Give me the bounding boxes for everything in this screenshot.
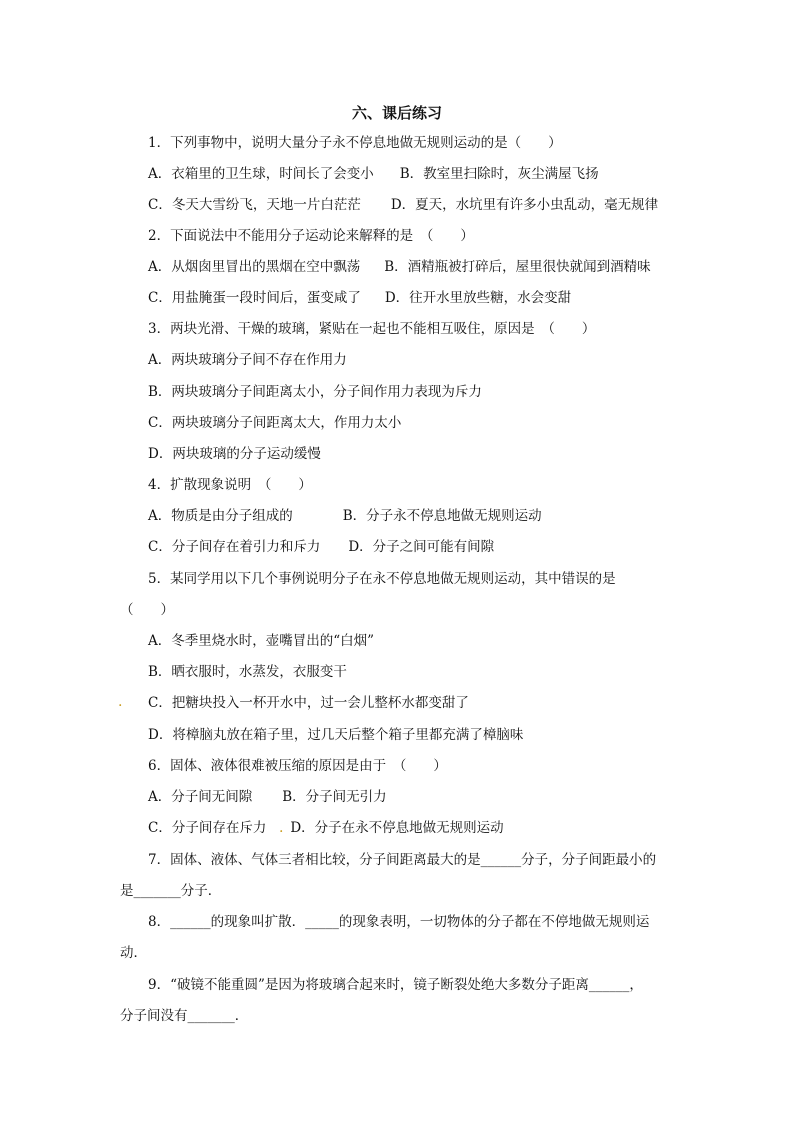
stray-mark: . bbox=[279, 820, 284, 836]
option-a: A．分子间无间隙 bbox=[148, 789, 253, 805]
question-4: 4．扩散现象说明 （ ） bbox=[148, 477, 312, 493]
option-b: B．分子间无引力 bbox=[282, 789, 387, 805]
option-d: D．分子在永不停息地做无规则运动 bbox=[290, 820, 504, 836]
option-a: A．从烟囱里冒出的黑烟在空中飘荡 bbox=[148, 259, 361, 275]
question-6-options-ab bbox=[148, 787, 387, 807]
question-2-options-ab bbox=[148, 257, 651, 277]
question-1-options-cd bbox=[148, 195, 658, 215]
option-b: B．教室里扫除时，灰尘满屋飞扬 bbox=[399, 166, 599, 182]
option-a: A．两块玻璃分子间不存在作用力 bbox=[148, 352, 347, 368]
question-4-options-cd bbox=[148, 537, 494, 557]
option-d: D．将樟脑丸放在箱子里，过几天后整个箱子里都充满了樟脑味 bbox=[148, 727, 524, 743]
page-title: 六、课后练习 bbox=[351, 104, 442, 122]
question-1: 1．下列事物中，说明大量分子永不停息地做无规则运动的是（ ） bbox=[148, 135, 562, 151]
option-c: C．把糖块投入一杯开水中，过一会儿整杯水都变甜了 bbox=[148, 695, 469, 711]
option-d: D．两块玻璃的分子运动缓慢 bbox=[148, 446, 321, 462]
option-c: C．两块玻璃分子间距离太大，作用力太小 bbox=[148, 415, 402, 431]
option-b: B．晒衣服时，水蒸发，衣服变干 bbox=[148, 664, 347, 680]
question-8: 8．______的现象叫扩散．_____的现象表明，一切物体的分子都在不停地做无规则运 bbox=[148, 914, 650, 930]
option-d: D．分子之间可能有间隙 bbox=[348, 539, 495, 555]
question-6-options-cd bbox=[148, 818, 504, 838]
question-1-options-ab bbox=[148, 164, 599, 184]
question-2: 2．下面说法中不能用分子运动论来解释的是 （ ） bbox=[148, 228, 474, 244]
question-7: 7．固体、液体、气体三者相比较，分子间距离最大的是______分子，分子间距最小的 bbox=[148, 852, 657, 868]
question-8-continuation: 动． bbox=[120, 945, 147, 961]
option-a: A．物质是由分子组成的 bbox=[148, 508, 293, 524]
option-b: B．两块玻璃分子间距离太小，分子间作用力表现为斥力 bbox=[148, 384, 482, 400]
option-c: C．用盐腌蛋一段时间后，蛋变咸了 bbox=[148, 290, 361, 306]
question-7-continuation: 是_______分子． bbox=[120, 883, 222, 899]
option-c: C．冬天大雪纷飞，天地一片白茫茫 bbox=[148, 197, 361, 213]
question-9-continuation: 分子间没有_______． bbox=[120, 1008, 249, 1024]
option-c: C．分子间存在斥力 bbox=[148, 820, 267, 836]
question-9: 9．“破镜不能重圆”是因为将玻璃合起来时，镜子断裂处绝大多数分子距离______， bbox=[148, 977, 643, 993]
question-2-options-cd bbox=[148, 288, 571, 308]
option-d: D．夏天，水坑里有许多小虫乱动，毫无规律 bbox=[390, 197, 659, 213]
option-d: D．往开水里放些糖，水会变甜 bbox=[384, 290, 572, 306]
option-b: B．酒精瓶被打碎后，屋里很快就闻到酒精味 bbox=[384, 259, 651, 275]
question-3: 3．两块光滑、干燥的玻璃，紧贴在一起也不能相互吸住，原因是 （ ） bbox=[148, 321, 596, 337]
option-a: A．冬季里烧水时，壶嘴冒出的“白烟” bbox=[148, 633, 375, 649]
option-a: A．衣箱里的卫生球，时间长了会变小 bbox=[148, 166, 374, 182]
question-5: 5．某同学用以下几个事例说明分子在永不停息地做无规则运动，其中错误的是 bbox=[148, 571, 616, 587]
stray-mark: . bbox=[118, 694, 123, 710]
option-b: B．分子永不停息地做无规则运动 bbox=[342, 508, 542, 524]
question-4-options-ab bbox=[148, 506, 542, 526]
question-5-continuation: （ ） bbox=[120, 602, 174, 618]
option-c: C．分子间存在着引力和斥力 bbox=[148, 539, 321, 555]
question-6: 6．固体、液体很难被压缩的原因是由于 （ ） bbox=[148, 758, 447, 774]
